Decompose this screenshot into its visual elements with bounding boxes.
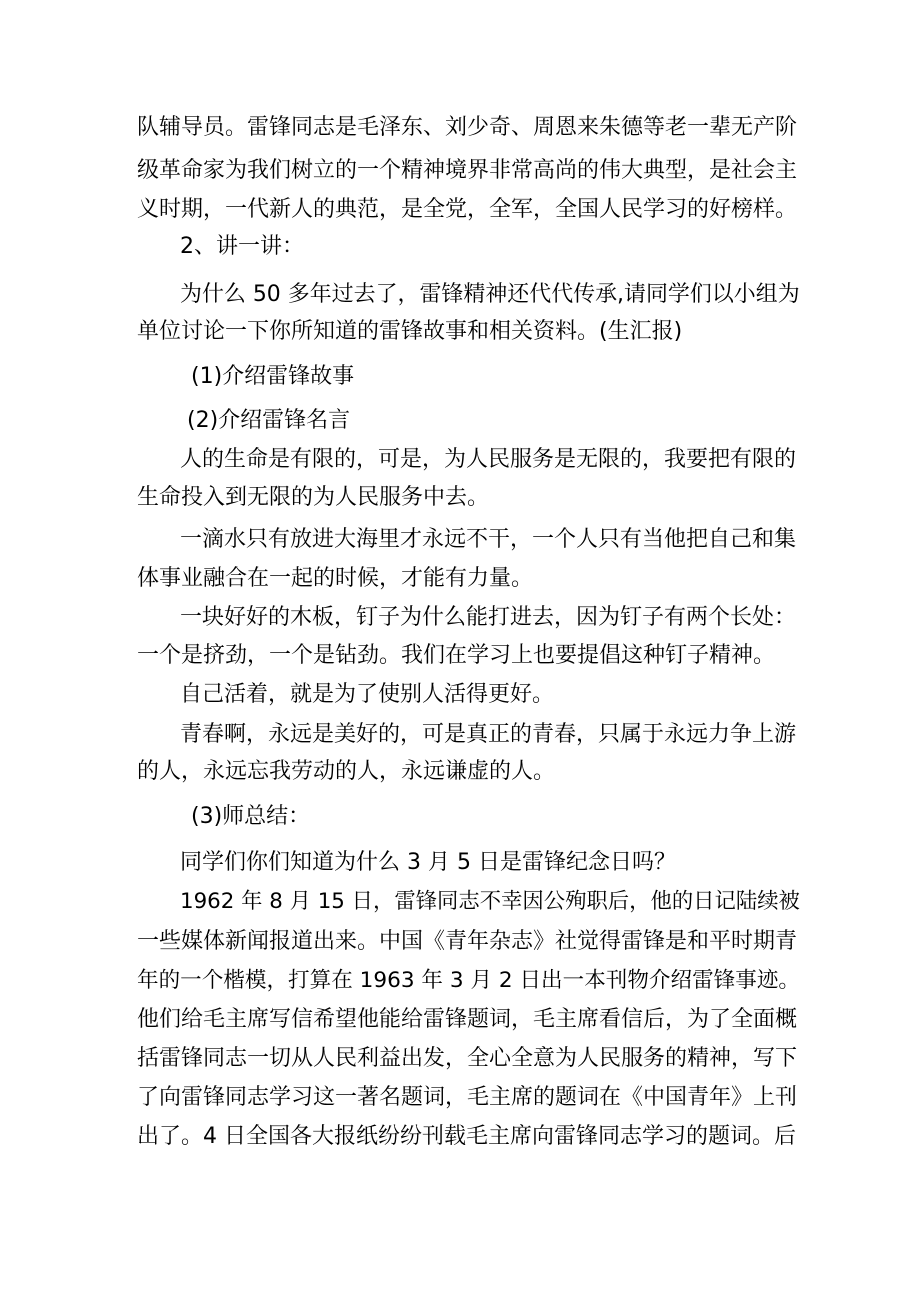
line-text: 括雷锋同志一切从人民利益出发，全心全意为人民服务的精神，写下 [137, 1046, 798, 1071]
paragraph-line [0, 1041, 920, 1077]
subsection-heading [0, 799, 920, 835]
paragraph-line [0, 522, 920, 558]
line-text: (2)介绍雷锋名言 [187, 408, 351, 433]
paragraph-line [0, 442, 920, 478]
line-text: 生命投入到无限的为人民服务中去。 [137, 485, 490, 510]
line-text: 人的生命是有限的，可是，为人民服务是无限的，我要把有限的 [180, 447, 797, 472]
paragraph-line [0, 600, 920, 636]
line-text: 出了。4 日全国各大报纸纷纷刊载毛主席向雷锋同志学习的题词。后 [137, 1124, 796, 1149]
section-heading [0, 229, 920, 265]
paragraph-line [0, 314, 920, 350]
paragraph-line [0, 638, 920, 674]
paragraph-line [0, 1002, 920, 1038]
line-text: 自己活着，就是为了使别人活得更好。 [180, 682, 555, 707]
line-text: 义时期，一代新人的典范，是全党，全军，全国人民学习的好榜样。 [137, 197, 798, 222]
line-text: 同学们你们知道为什么 3 月 5 日是雷锋纪念日吗？ [180, 850, 676, 875]
line-text: 一块好好的木板，钉子为什么能打进去，因为钉子有两个长处： [180, 605, 797, 630]
line-text: (1)介绍雷锋故事 [191, 364, 355, 389]
line-text: 他们给毛主席写信希望他能给雷锋题词，毛主席看信后，为了全面概 [137, 1007, 798, 1032]
line-text: 的人，永远忘我劳动的人，永远谦虚的人。 [137, 759, 556, 784]
line-text: 青春啊，永远是美好的，可是真正的青春，只属于永远力争上游 [180, 722, 797, 747]
subsection-heading [0, 403, 920, 439]
paragraph-line [0, 153, 920, 189]
line-text: 单位讨论一下你所知道的雷锋故事和相关资料。(生汇报) [137, 319, 683, 344]
line-text: 为什么 50 多年过去了，雷锋精神还代代传承,请同学们以小组为 [180, 282, 800, 307]
paragraph-line [0, 277, 920, 313]
line-text: 体事业融合在一起的时候，才能有力量。 [137, 566, 534, 591]
line-text: 一滴水只有放进大海里才永远不干，一个人只有当他把自己和集 [180, 527, 797, 552]
paragraph-line [0, 884, 920, 920]
line-text: 队辅导员。雷锋同志是毛泽东、刘少奇、周恩来朱德等老一辈无产阶 [137, 115, 798, 140]
paragraph-line [0, 1119, 920, 1155]
paragraph-line [0, 110, 920, 146]
paragraph-line [0, 480, 920, 516]
paragraph-line [0, 845, 920, 881]
paragraph-line [0, 677, 920, 713]
line-text: 年的一个楷模，打算在 1963 年 3 月 2 日出一本刊物介绍雷锋事迹。 [137, 968, 800, 993]
paragraph-line [0, 924, 920, 960]
paragraph-line [0, 963, 920, 999]
line-text: 2、讲一讲： [180, 234, 304, 259]
paragraph-line [0, 192, 920, 228]
paragraph-line [0, 717, 920, 753]
line-text: 一个是挤劲，一个是钻劲。我们在学习上也要提倡这种钉子精神。 [137, 643, 776, 668]
line-text: 1962 年 8 月 15 日，雷锋同志不幸因公殉职后，他的日记陆续被 [180, 889, 800, 914]
subsection-heading [0, 359, 920, 395]
line-text: 了向雷锋同志学习这一著名题词，毛主席的题词在《中国青年》上刊 [137, 1085, 798, 1110]
line-text: (3)师总结： [191, 804, 311, 829]
paragraph-line [0, 754, 920, 790]
line-text: 级革命家为我们树立的一个精神境界非常高尚的伟大典型，是社会主 [137, 158, 798, 183]
paragraph-line [0, 561, 920, 597]
paragraph-line [0, 1080, 920, 1116]
line-text: 一些媒体新闻报道出来。中国《青年杂志》社觉得雷锋是和平时期青 [137, 929, 798, 954]
